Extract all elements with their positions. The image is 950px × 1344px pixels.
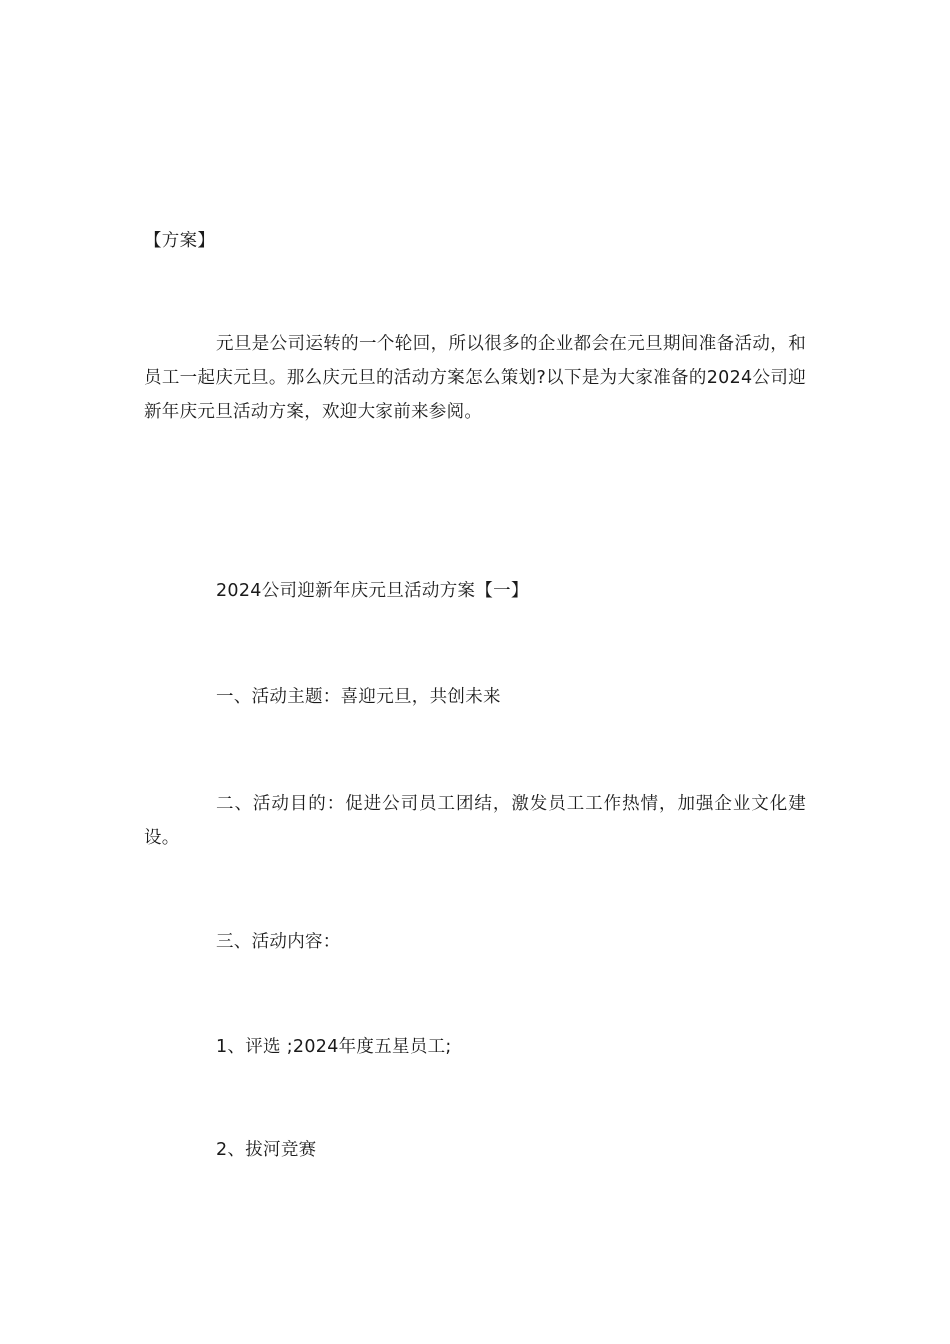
sub-item-1: 1、评选 ;2024年度五星员工; — [216, 1037, 452, 1057]
plan-title: 2024公司迎新年庆元旦活动方案【一】 — [216, 581, 529, 601]
item-theme: 一、活动主题：喜迎元旦，共创未来 — [216, 687, 501, 707]
section-label: 【方案】 — [144, 231, 216, 251]
sub-item-2: 2、拔河竞赛 — [216, 1140, 317, 1160]
item-purpose: 二、活动目的：促进公司员工团结，激发员工工作热情，加强企业文化建设。 — [144, 794, 806, 848]
item-content-heading: 三、活动内容： — [216, 932, 341, 952]
intro-paragraph: 元旦是公司运转的一个轮回，所以很多的企业都会在元旦期间准备活动，和员工一起庆元旦。那么庆元旦的活动方案怎么策划?以下是为大家准备的2024公司迎新年庆元旦活动方案，欢迎大家前来参阅。 — [144, 334, 806, 422]
